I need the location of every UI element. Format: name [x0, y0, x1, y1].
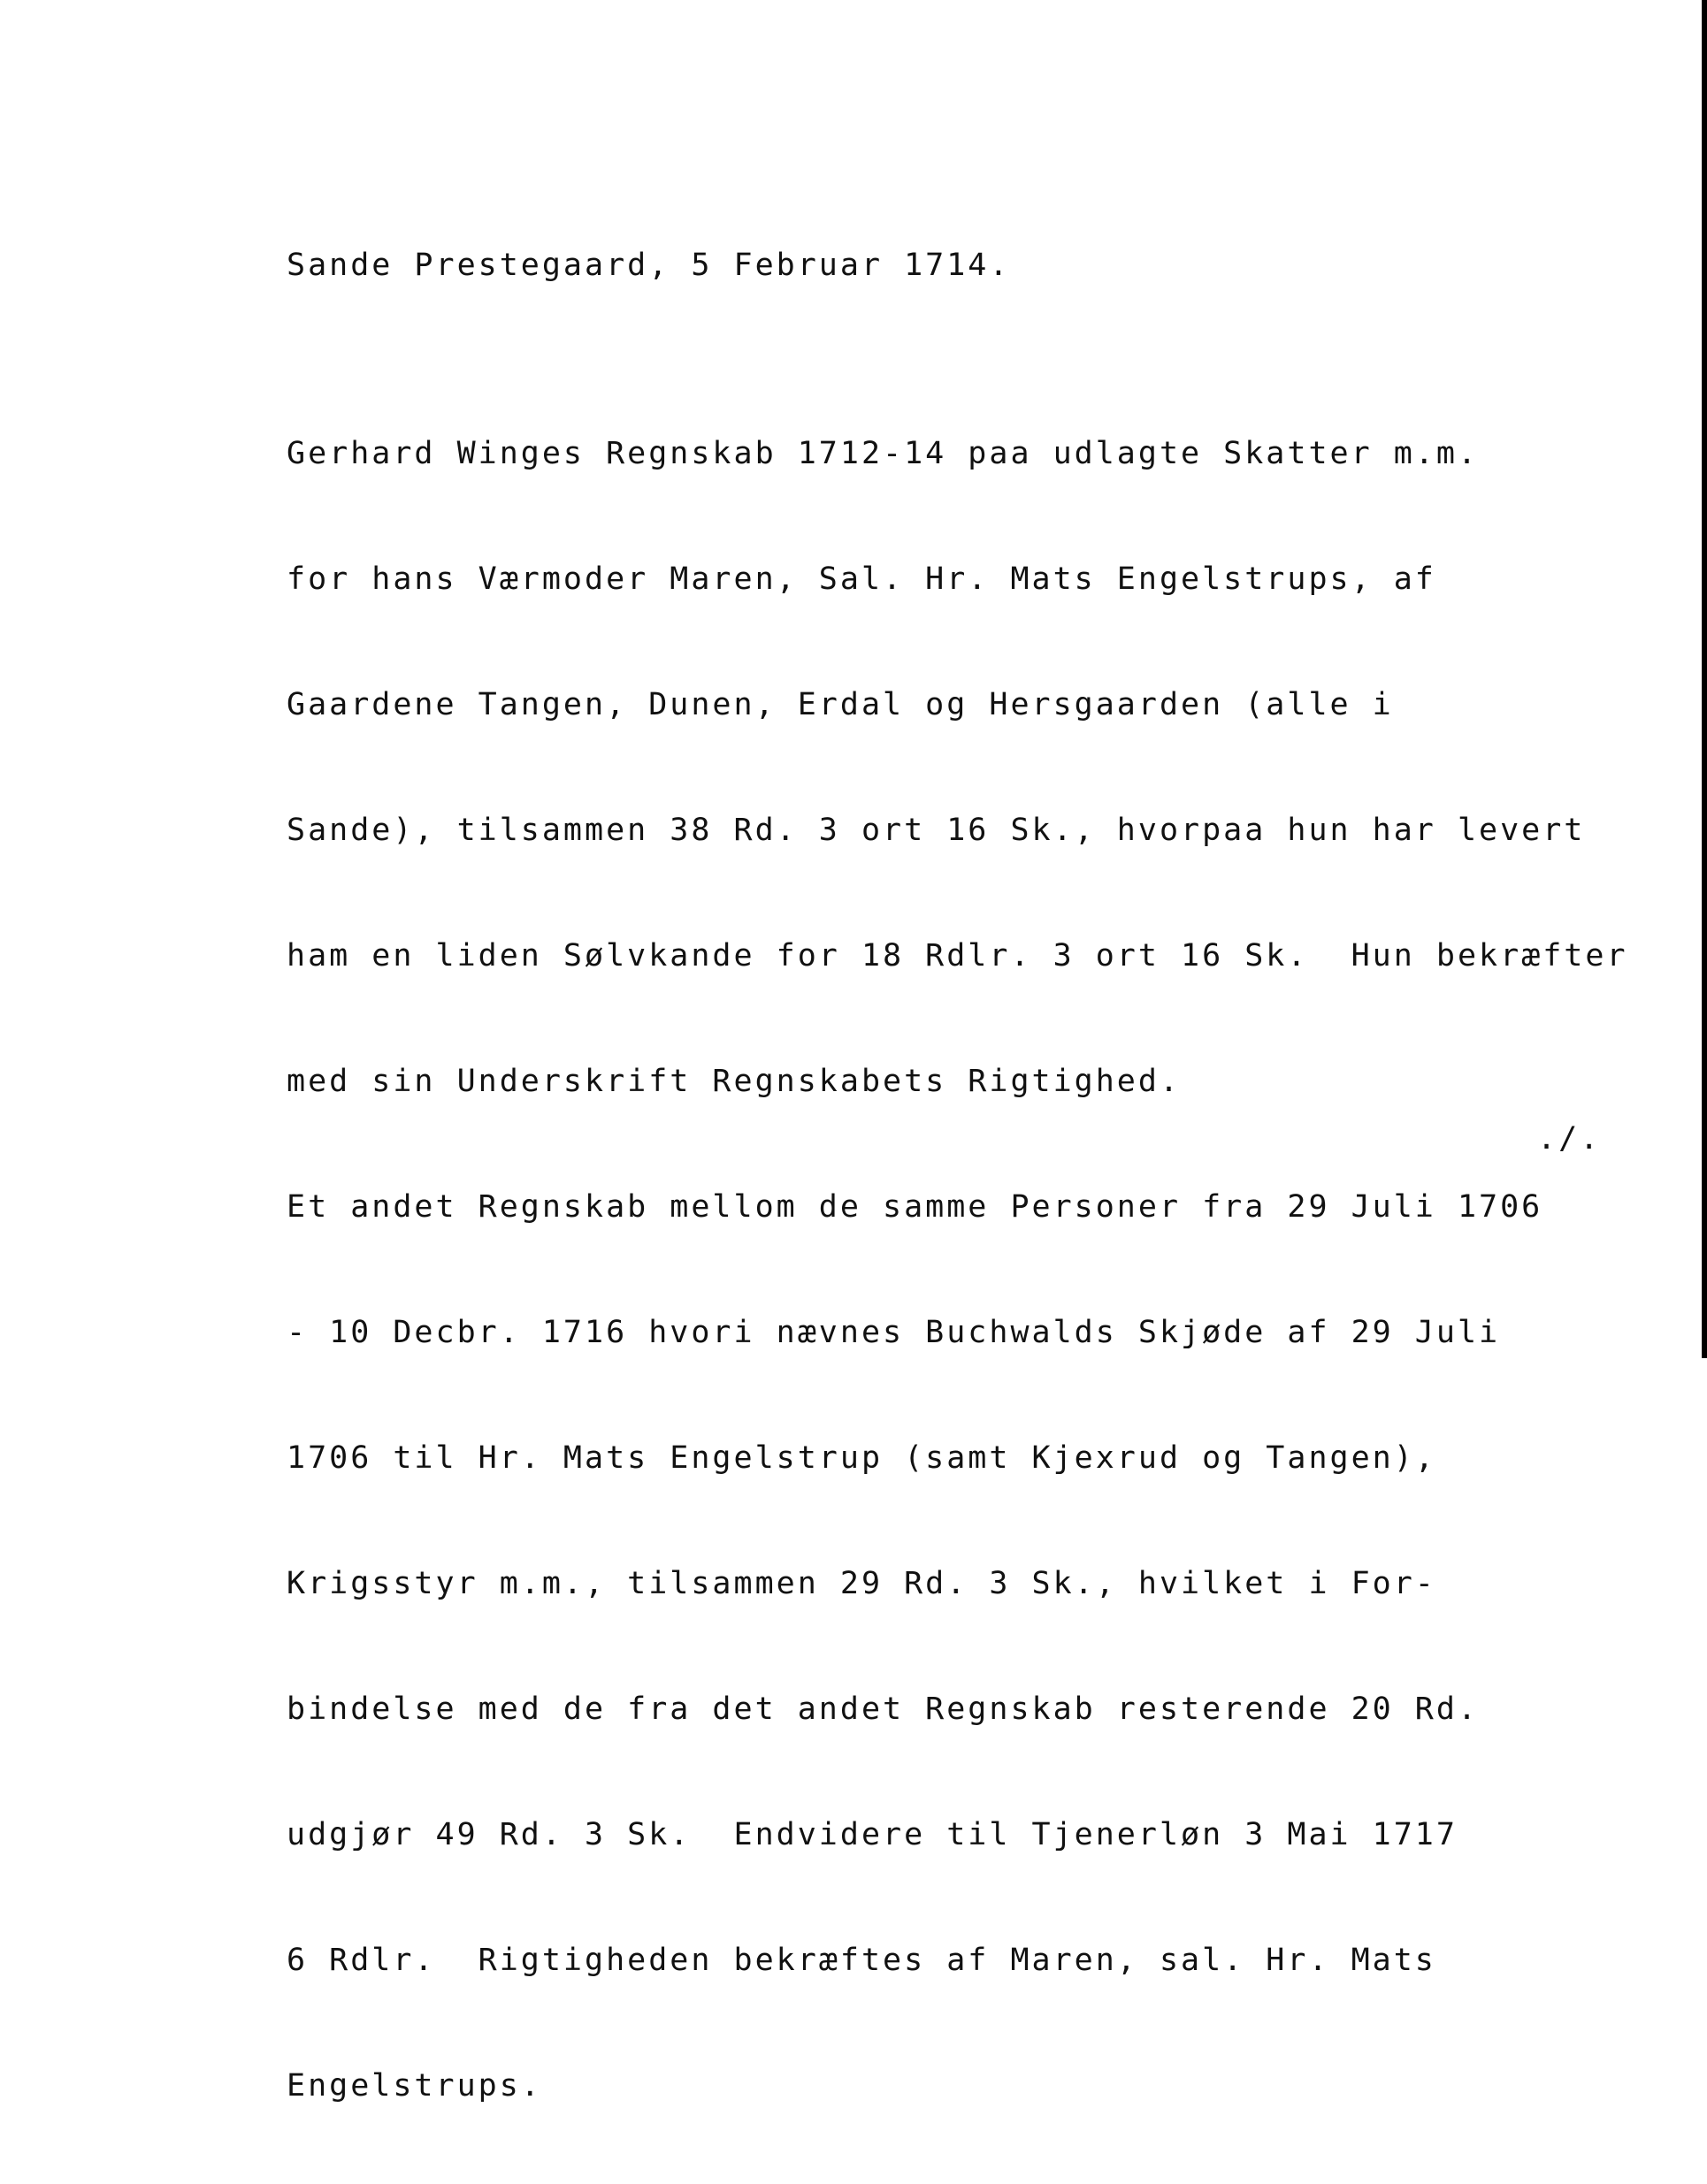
document-heading: Sande Prestegaard, 5 Februar 1714. — [287, 248, 1011, 283]
body-line: med sin Underskrift Regnskabets Rigtighed. — [287, 1064, 1182, 1099]
body-line: bindelse med de fra det andet Regnskab resterende 20 Rd. — [287, 1691, 1480, 1727]
body-line: - 10 Decbr. 1716 hvori nævnes Buchwalds Skjøde af 29 Juli — [287, 1315, 1501, 1350]
body-line: Gerhard Winges Regnskab 1712-14 paa udlagte Skatter m.m. — [287, 436, 1480, 471]
continuation-mark: ./. — [1537, 1121, 1602, 1157]
body-line: Gaardene Tangen, Dunen, Erdal og Hersgaarden (alle i — [287, 687, 1394, 722]
document-body — [287, 355, 1628, 2184]
page-edge-border — [1702, 0, 1707, 1358]
body-line: 1706 til Hr. Mats Engelstrup (samt Kjexrud og Tangen), — [287, 1440, 1436, 1476]
body-line: Sande), tilsammen 38 Rd. 3 ort 16 Sk., hvorpaa hun har levert — [287, 813, 1586, 848]
body-line: for hans Værmoder Maren, Sal. Hr. Mats Engelstrups, af — [287, 561, 1436, 597]
body-line: Krigsstyr m.m., tilsammen 29 Rd. 3 Sk., hvilket i For- — [287, 1566, 1436, 1601]
body-line: Et andet Regnskab mellom de samme Personer fra 29 Juli 1706 — [287, 1189, 1543, 1225]
body-line: 6 Rdlr. Rigtigheden bekræftes af Maren, sal. Hr. Mats — [287, 1943, 1436, 1978]
body-line: ham en liden Sølvkande for 18 Rdlr. 3 ort 16 Sk. Hun bekræfter — [287, 938, 1628, 974]
body-line: Engelstrups. — [287, 2068, 542, 2104]
body-line: udgjør 49 Rd. 3 Sk. Endvidere til Tjenerløn 3 Mai 1717 — [287, 1817, 1458, 1852]
